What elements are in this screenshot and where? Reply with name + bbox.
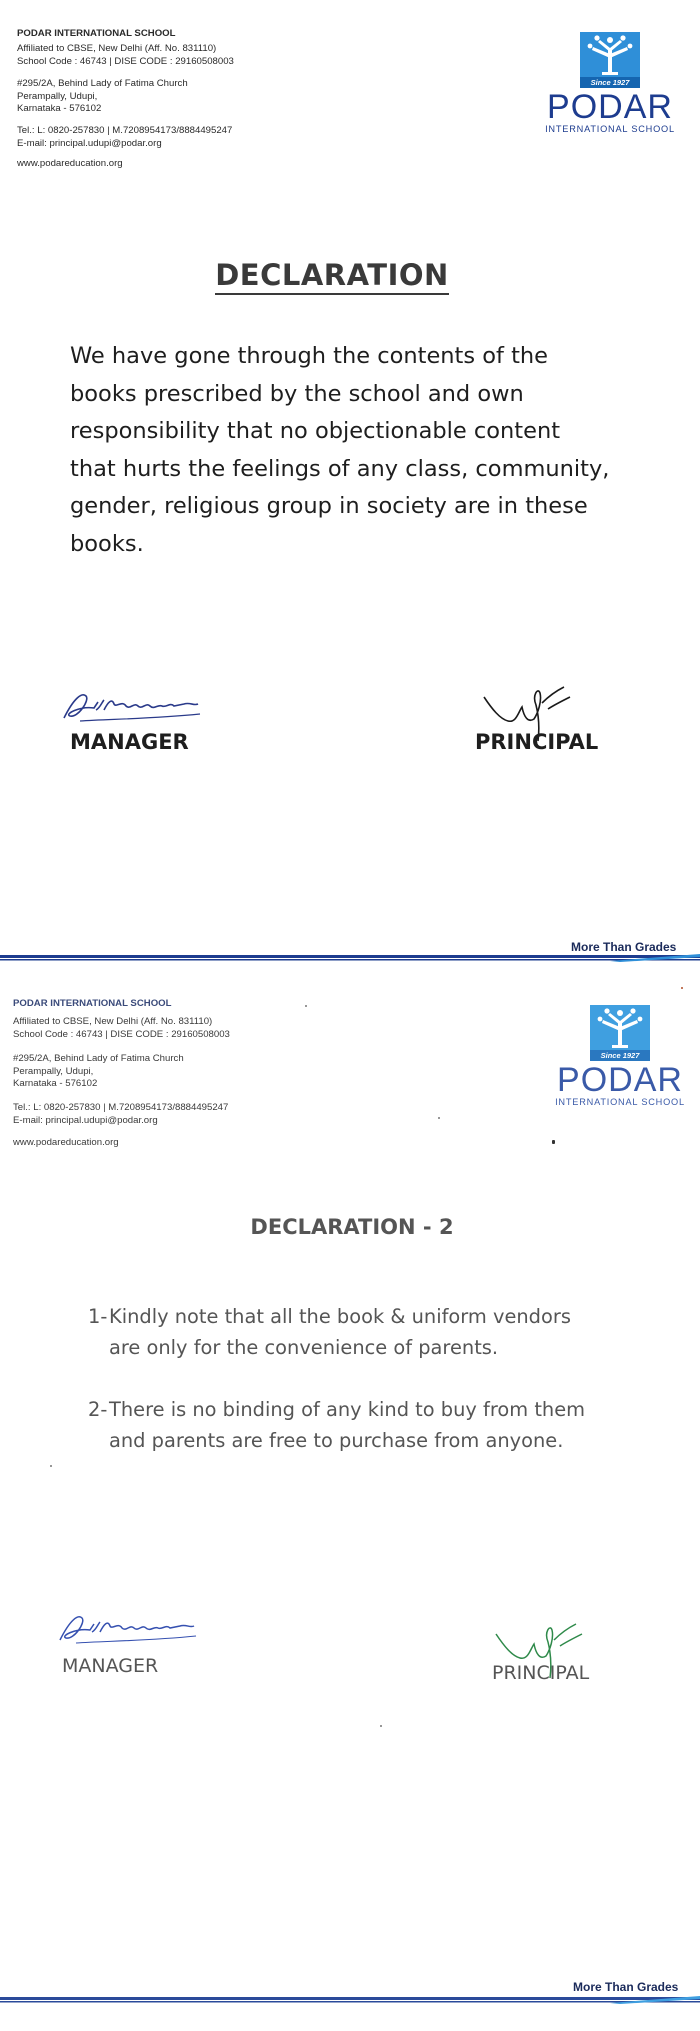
- logo-tagline: INTERNATIONAL SCHOOL: [555, 1097, 685, 1107]
- affiliation: Affiliated to CBSE, New Delhi (Aff. No. 831110): [13, 1016, 213, 1028]
- address-line-1: #295/2A, Behind Lady of Fatima Church: [17, 78, 188, 90]
- podar-logo: [540, 1005, 700, 1107]
- scan-speck: [438, 1117, 440, 1119]
- manager-label: MANAGER: [70, 730, 189, 754]
- email: E-mail: principal.udupi@podar.org: [13, 1114, 158, 1126]
- address-line-3: Karnataka - 576102: [13, 1078, 98, 1090]
- manager-signature: [56, 1610, 206, 1650]
- point-text: There is no binding of any kind to buy from them and parents are free to purchase from anyone.: [109, 1398, 586, 1452]
- school-codes: School Code : 46743 | DISE CODE : 29160508003: [17, 55, 234, 67]
- letterhead-address: [17, 28, 234, 171]
- website: www.podareducation.org: [13, 1137, 119, 1149]
- declaration-point-1: [88, 1301, 608, 1363]
- school-name: PODAR INTERNATIONAL SCHOOL: [13, 998, 172, 1009]
- page-title: DECLARATION: [0, 258, 664, 292]
- phone: Tel.: L: 0820-257830 | M.7208954173/8884495247: [13, 1102, 229, 1114]
- affiliation: Affiliated to CBSE, New Delhi (Aff. No. 831110): [17, 43, 217, 55]
- point-text: Kindly note that all the book & uniform vendors are only for the convenience of parents.: [109, 1305, 571, 1359]
- scan-speck: [681, 987, 683, 989]
- scan-speck: [50, 1465, 52, 1467]
- logo-brand: PODAR: [557, 1061, 683, 1099]
- footer-rule: [0, 953, 700, 963]
- address-line-2: Perampally, Udupi,: [13, 1065, 94, 1077]
- tree-of-people-icon: [590, 1005, 650, 1061]
- address-line-2: Perampally, Udupi,: [17, 90, 98, 102]
- email: E-mail: principal.udupi@podar.org: [17, 137, 162, 149]
- footer-tagline: More Than Grades: [571, 940, 677, 954]
- manager-signature: [60, 688, 210, 728]
- logo-brand: PODAR: [547, 88, 673, 126]
- principal-label: PRINCIPAL: [475, 730, 599, 754]
- since-badge: Since 1927: [580, 77, 640, 88]
- website: www.podareducation.org: [17, 158, 123, 170]
- scan-speck: [380, 1725, 382, 1727]
- address-line-1: #295/2A, Behind Lady of Fatima Church: [13, 1053, 184, 1065]
- logo-tagline: INTERNATIONAL SCHOOL: [545, 124, 675, 134]
- phone: Tel.: L: 0820-257830 | M.7208954173/8884495247: [17, 125, 233, 137]
- tree-of-people-icon: [580, 32, 640, 88]
- footer-rule: [0, 1995, 700, 2005]
- declaration-page-1: [0, 0, 700, 965]
- since-badge: Since 1927: [590, 1050, 650, 1061]
- manager-label: MANAGER: [62, 1655, 159, 1677]
- declaration-page-2: [0, 965, 700, 2031]
- podar-logo: [530, 32, 690, 134]
- principal-label: PRINCIPAL: [492, 1662, 590, 1684]
- declaration-point-2: [88, 1394, 608, 1456]
- school-name: PODAR INTERNATIONAL SCHOOL: [17, 28, 176, 39]
- page-title: DECLARATION - 2: [250, 1215, 454, 1239]
- point-number: 1-: [88, 1305, 108, 1328]
- declaration-text: We have gone through the contents of the books prescribed by the school and own responsibility that no objectionable content that hurts the feelings of any class, community, gender, religious group in society are in these books.: [70, 343, 610, 557]
- letterhead-address: [13, 998, 230, 1150]
- address-line-3: Karnataka - 576102: [17, 103, 102, 115]
- scan-speck: [552, 1140, 555, 1144]
- scan-speck: [305, 1005, 307, 1007]
- point-number: 2-: [88, 1398, 108, 1421]
- footer-tagline: More Than Grades: [573, 1980, 679, 1994]
- school-codes: School Code : 46743 | DISE CODE : 29160508003: [13, 1028, 230, 1040]
